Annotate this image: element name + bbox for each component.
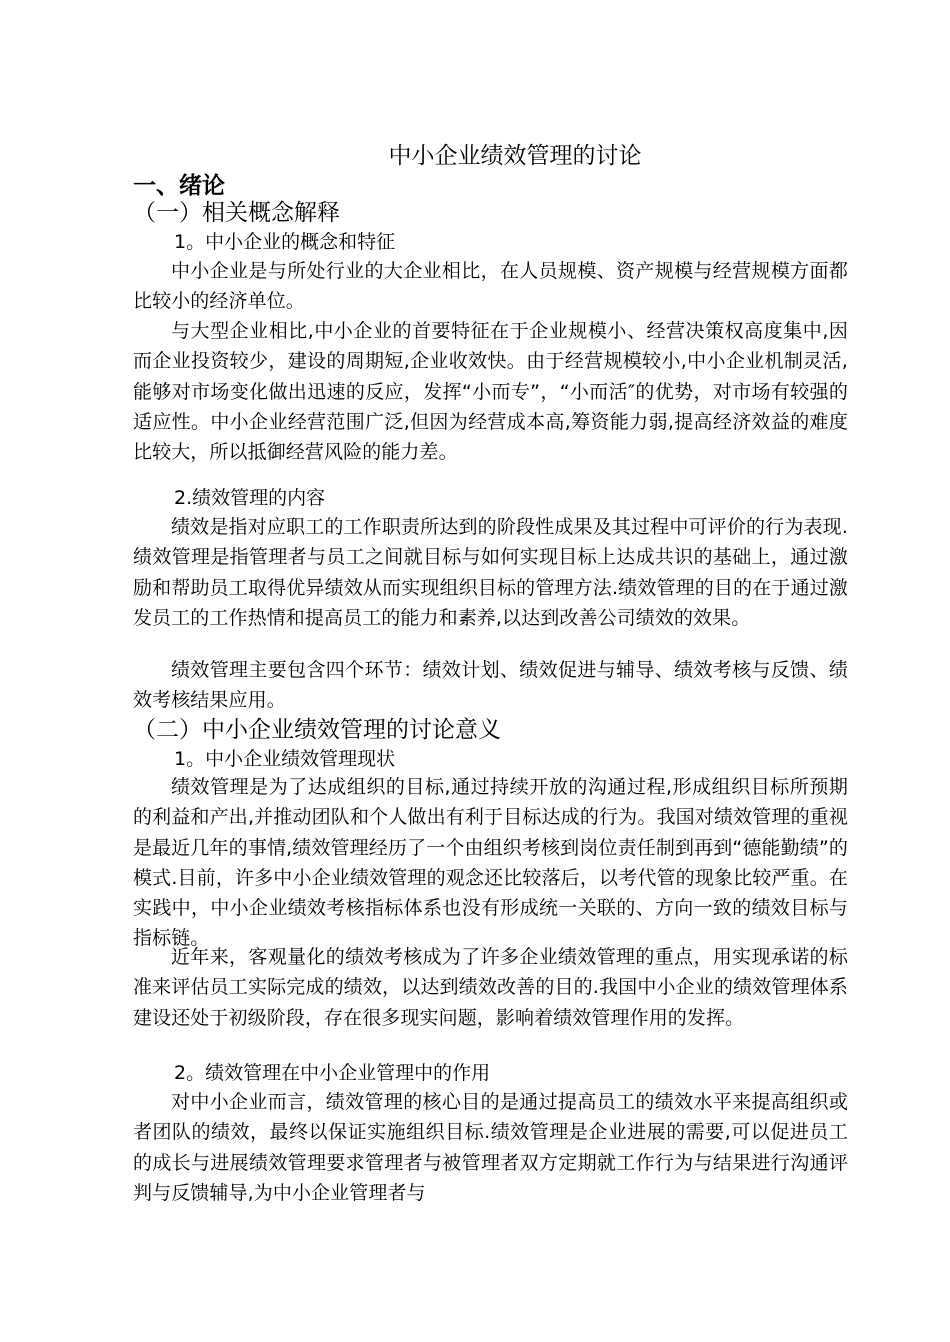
paragraph-current-status: 绩效管理是为了达成组织的目标,通过持续开放的沟通过程,形成组织目标所预期的利益和产出,并推动团队和个人做出有利于目标达成的行为。我国对绩效管理的重视是最近几年的事情,绩效管理经历了一个由组织考核到岗位责任制到再到“德能勤绩”的模式.目前，许多中小企业绩效管理的观念还比较落后，以考代管的现象比较严重。在实践中，中小企业绩效考核指标体系也没有形成统一关联的、方向一致的绩效目标与指标链。 — [133, 776, 848, 950]
item-heading-role: 2。绩效管理在中小企业管理中的作用 — [174, 1062, 491, 1084]
subsection-heading-significance: （二）中小企业绩效管理的讨论意义 — [133, 717, 501, 743]
paragraph-performance-stages: 绩效管理主要包含四个环节：绩效计划、绩效促进与辅导、绩效考核与反馈、绩效考核结果应用。 — [133, 659, 848, 712]
paragraph-recent-years: 近年来，客观量化的绩效考核成为了许多企业绩效管理的重点，用实现承诺的标准来评估员工实际完成的绩效，以达到绩效改善的目的.我国中小企业的绩效管理体系建设还处于初级阶段，存在很多现实问题，影响着绩效管理作用的发挥。 — [133, 946, 848, 1029]
paragraph-performance-definition: 绩效是指对应职工的工作职责所达到的阶段性成果及其过程中可评价的行为表现.绩效管理是指管理者与员工之间就目标与如何实现目标上达成共识的基础上，通过激励和帮助员工取得优异绩效从而实现组织目标的管理方法.绩效管理的目的在于通过激发员工的工作热情和提高员工的能力和素养,以达到改善公司绩效的效果。 — [133, 516, 848, 629]
document-title: 中小企业绩效管理的讨论 — [388, 143, 642, 169]
subsection-heading-concepts: （一）相关概念解释 — [133, 200, 340, 226]
paragraph-sme-definition: 中小企业是与所处行业的大企业相比，在人员规模、资产规模与经营规模方面都比较小的经济单位。 — [133, 260, 848, 313]
item-heading-performance-content: 2.绩效管理的内容 — [174, 487, 326, 509]
paragraph-role: 对中小企业而言，绩效管理的核心目的是通过提高员工的绩效水平来提高组织或者团队的绩效，最终以保证实施组织目标.绩效管理是企业进展的需要,可以促进员工的成长与进展绩效管理要求管理者与被管理者双方定期就工作行为与结果进行沟通评判与反馈辅导,为中小企业管理者与 — [133, 1091, 848, 1204]
item-heading-current-status: 1。中小企业绩效管理现状 — [174, 748, 396, 770]
section-heading-introduction: 一、绪论 — [133, 173, 225, 199]
item-heading-sme-concept: 1。中小企业的概念和特征 — [174, 231, 396, 253]
paragraph-sme-features: 与大型企业相比,中小企业的首要特征在于企业规模小、经营决策权高度集中,因而企业投资较少，建设的周期短,企业收效快。由于经营规模较小,中小企业机制灵活,能够对市场变化做出迅速的反应，发挥“小而专”，“小而活″的优势，对市场有较强的适应性。中小企业经营范围广泛,但因为经营成本高,筹资能力弱,提高经济效益的难度比较大，所以抵御经营风险的能力差。 — [133, 320, 848, 464]
